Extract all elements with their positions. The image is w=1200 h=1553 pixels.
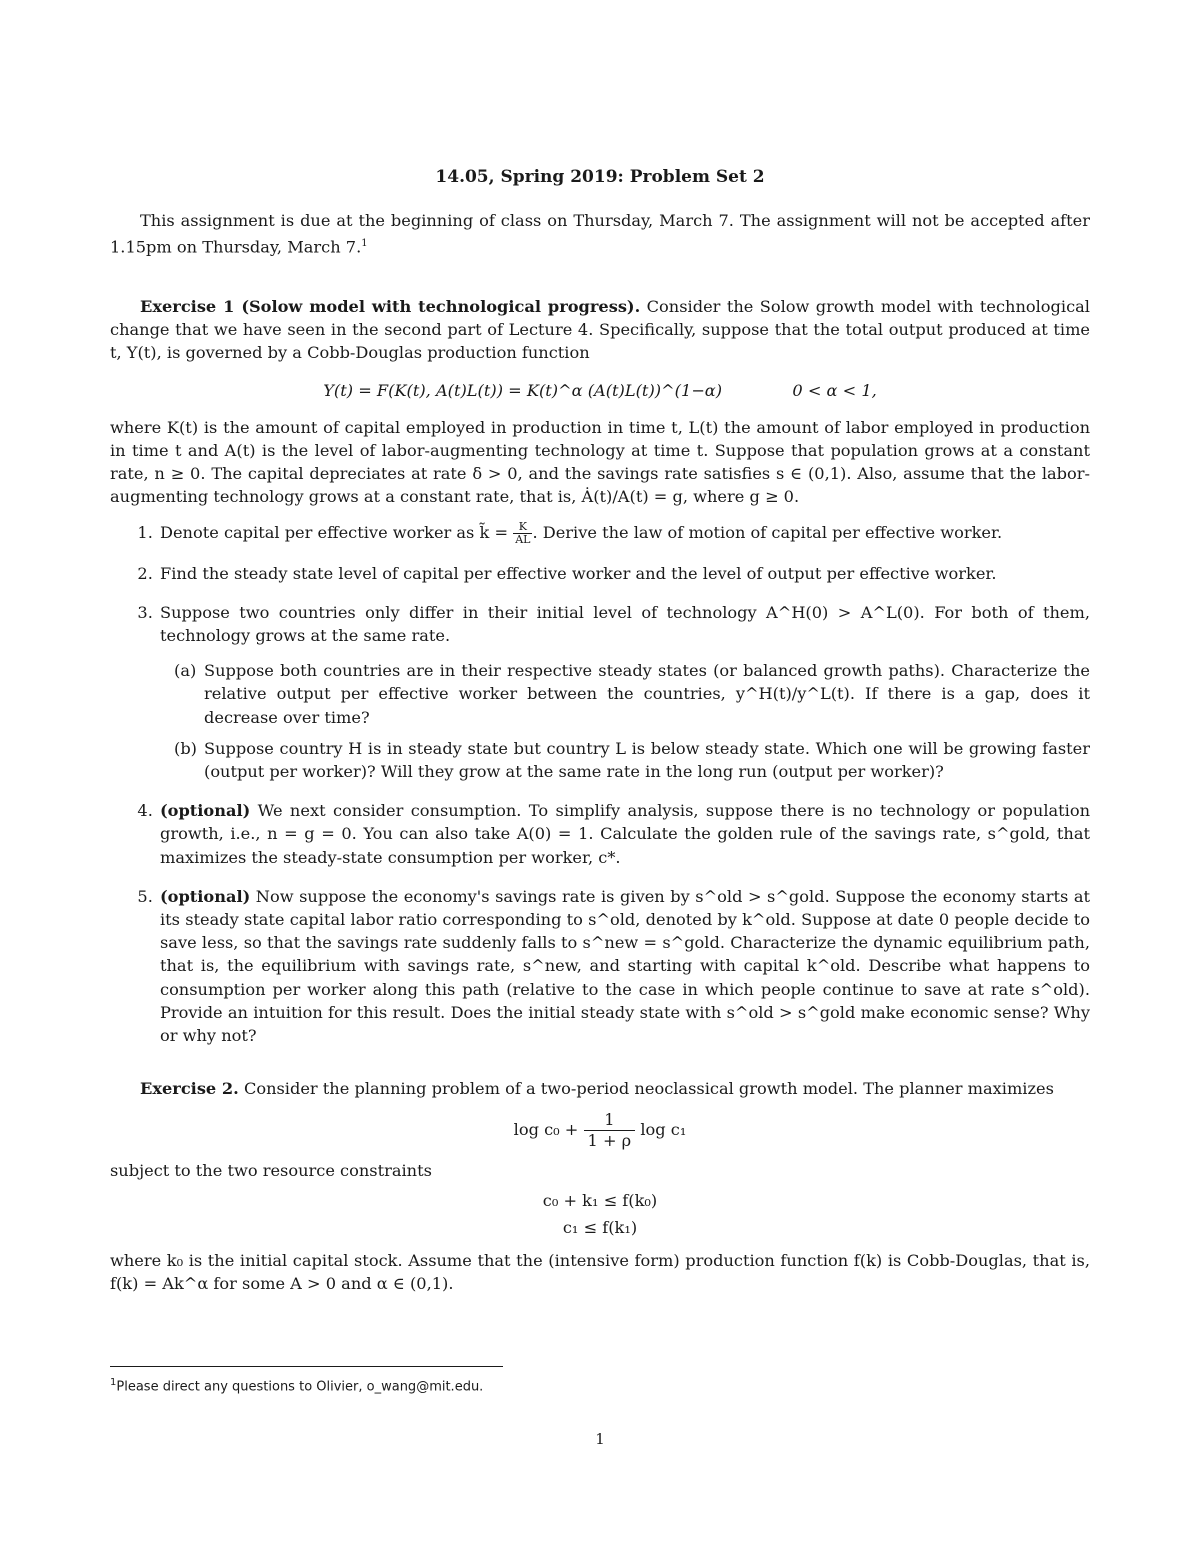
- constraint-2: c₁ ≤ f(k₁): [562, 1217, 638, 1237]
- discount-fraction: $\frac{1}{1 + \rho}$: [584, 1110, 636, 1151]
- exercise-2-closing: where k₀ is the initial capital stock. Assume that the (intensive form) production function f(k) is Cobb-Douglas, that is, f(k) = Ak^α for some A > 0 and α ∈ (0,1).: [110, 1251, 1090, 1294]
- question-4: 4. (optional) We next consider consumption. To simplify analysis, suppose there is no technology or population growth, i.e., n = g = 0. You can also take A(0) = 1. Calculate the golden rule of the savings rate, s^gold, that maximizes the steady-state consumption per worker, c*.: [158, 799, 1090, 869]
- question-3-subparts: [160, 659, 1090, 783]
- exercise-2-heading: Exercise 2.: [140, 1079, 239, 1099]
- footnote: $^1$Please direct any questions to Olivier, o_wang@mit.edu.: [110, 1377, 484, 1395]
- question-3a: (a) Suppose both countries are in their respective steady states (or balanced growth paths). Characterize the relative output per effective worker between the countries, y^H(t)/y^L(t). If there is a gap, does it decrease over time?: [174, 661, 1090, 727]
- question-5: 5. (optional) Now suppose the economy's savings rate is given by s^old > s^gold. Suppose the economy starts at its steady state capital labor ratio corresponding to s^old, denoted by k^old. Suppose at date 0 people decide to save less, so that the savings rate suddenly falls to s^new = s^gold. Characterize the dynamic equilibrium path, that is, the equilibrium with savings rate, s^new, and starting with capital k^old. Describe what happens to consumption per worker along this path (relative to the case in which people continue to save at rate s^old). Provide an intuition for this result. Does the initial steady state with s^old > s^gold make economic sense? Why or why not?: [158, 885, 1090, 1047]
- capital-per-effective-worker-fraction: $\frac{K}{AL}$: [515, 519, 531, 546]
- optional-tag: (optional): [160, 801, 251, 821]
- question-3b: (b) Suppose country H is in steady state but country L is below steady state. Which one will be growing faster (output per worker)? Will they grow at the same rate in the long run (output per worker)?: [174, 738, 1090, 782]
- document-page: [110, 166, 1090, 1296]
- exercise-1-description: where K(t) is the amount of capital employed in production in time t, L(t) the amount of labor employed in production in time t and A(t) is the level of labor-augmenting technology at time t. Suppose that population grows at a constant rate, n ≥ 0. The capital depreciates at rate δ > 0, and the savings rate satisfies s ∈ (0,1). Also, assume that the labor-augmenting technology grows at a constant rate, that is, Ȧ(t)/A(t) = g, where g ≥ 0.: [110, 417, 1090, 507]
- exercise-1-questions: [110, 521, 1090, 1048]
- resource-constraints: [110, 1189, 1090, 1239]
- footnote-reference: 1: [361, 238, 368, 250]
- constraint-1: c₀ + k₁ ≤ f(k₀): [542, 1190, 658, 1210]
- subject-to-text: subject to the two resource constraints: [110, 1161, 432, 1181]
- exercise-1-intro: Exercise 1 (Solow model with technological progress). Consider the Solow growth model with technological change that we have seen in the second part of Lecture 4. Specifically, suppose that the total output produced at time t, Y(t), is governed by a Cobb-Douglas production function: [110, 297, 1090, 363]
- optional-tag: (optional): [160, 886, 251, 906]
- production-function-equation: Y(t) = F(K(t), A(t)L(t)) = K(t)^α (A(t)L(t))^(1−α) 0 < α < 1,: [323, 380, 877, 400]
- planner-objective-equation: log c₀ + $\frac{1}{1 + \rho}$ log c₁: [513, 1110, 687, 1151]
- due-notice: This assignment is due at the beginning of class on Thursday, March 7. The assignment will not be accepted after 1.15pm on Thursday, March 7.$^1$: [110, 211, 1090, 257]
- exercise-2-intro: Exercise 2. Consider the planning problem of a two-period neoclassical growth model. The planner maximizes: [140, 1079, 1054, 1099]
- question-2: 2. Find the steady state level of capital per effective worker and the level of output per effective worker.: [158, 562, 1090, 585]
- page-number: 1: [595, 1430, 605, 1448]
- question-1: 1. Denote capital per effective worker as k̃ = $\frac{K}{AL}$ . Derive the law of motion of capital per effective worker.: [158, 521, 1090, 546]
- exercise-1-heading: Exercise 1 (Solow model with technological progress).: [140, 297, 641, 316]
- page-title: 14.05, Spring 2019: Problem Set 2: [435, 167, 765, 187]
- question-3: 3. Suppose two countries only differ in their initial level of technology A^H(0) > A^L(0). For both of them, technology grows at the same rate. (a) Suppose both countries are in their respective steady states (or balanced growth paths). Characterize the relative output per effective worker between the countries, y^H(t)/y^L(t). If there is a gap, does it decrease over time? (b) Suppose country H is in steady state but country L is below steady state. Which one will be growing faster (output per worker)? Will they grow at the same rate in the long run (output per worker)?: [158, 601, 1090, 783]
- footnote-divider: [110, 1366, 503, 1367]
